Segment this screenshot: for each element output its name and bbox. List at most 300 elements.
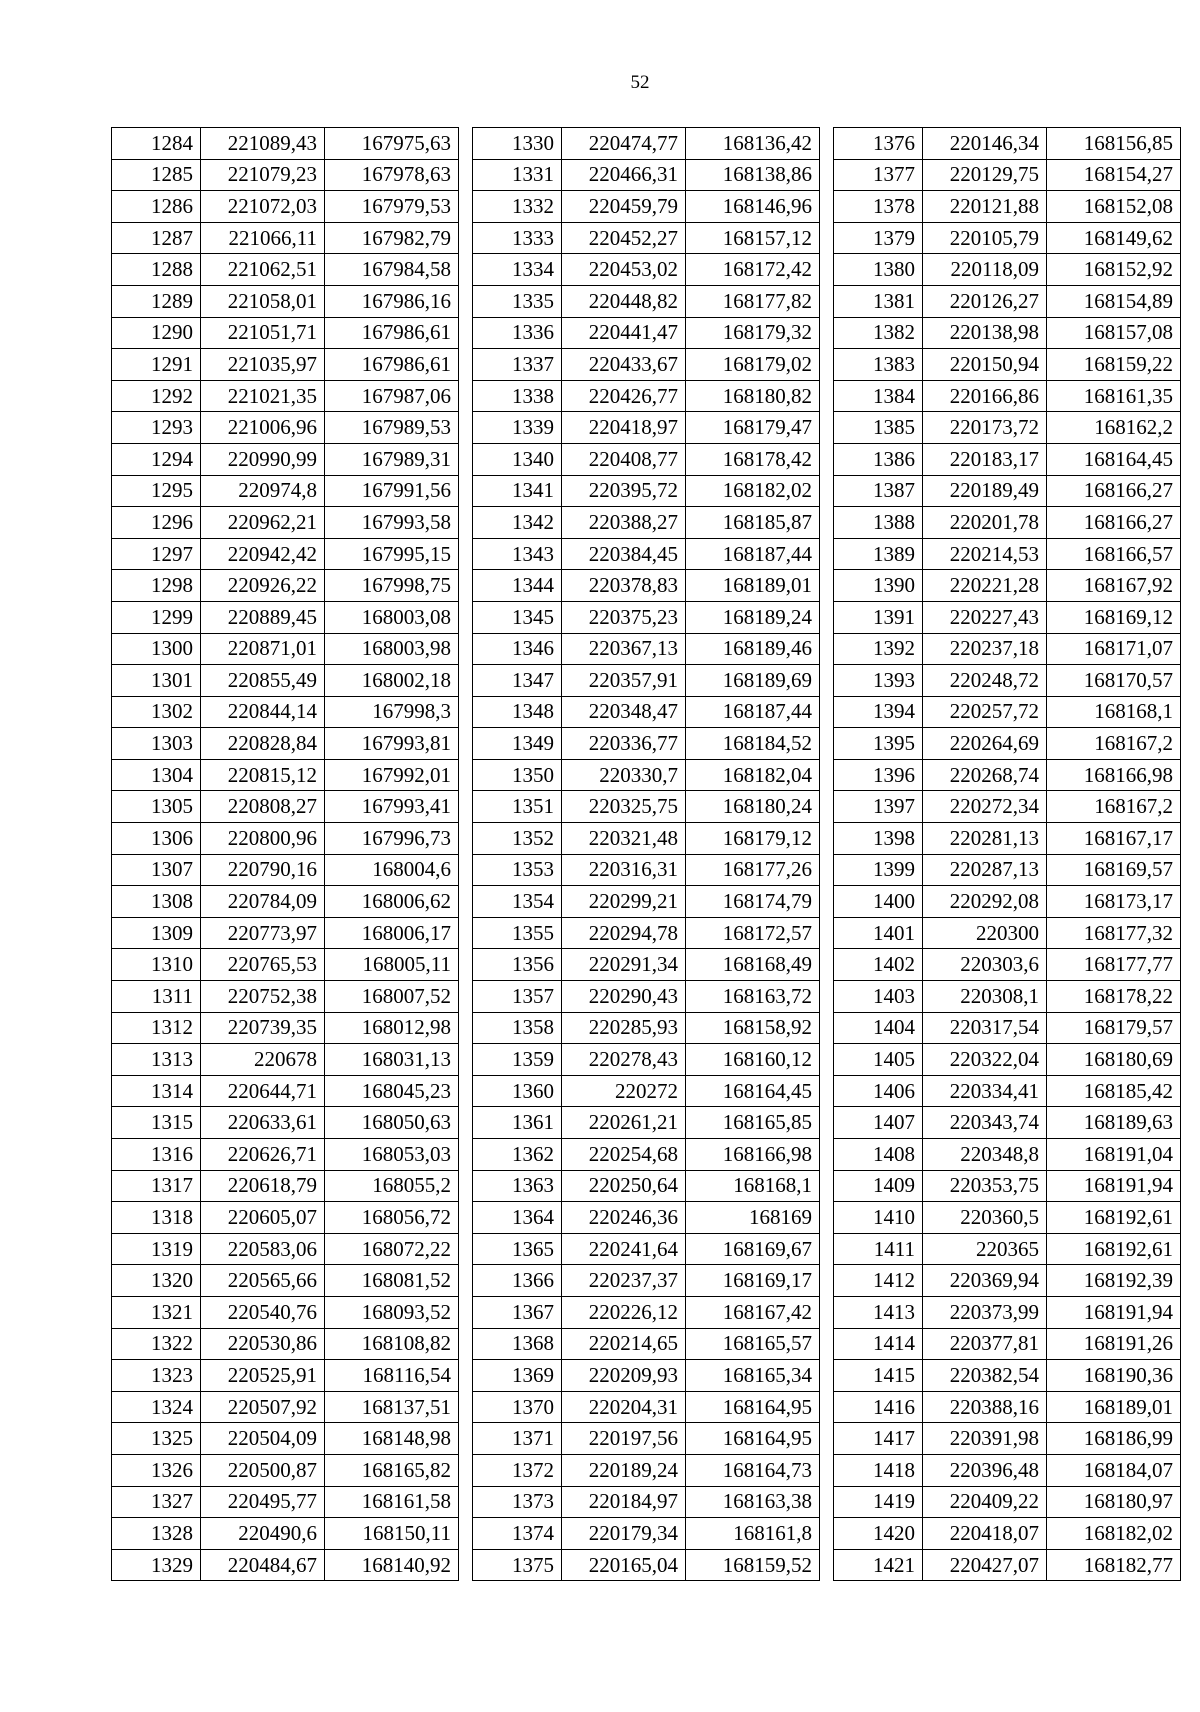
y-coordinate-cell: 168053,03	[325, 1139, 459, 1171]
table-row	[473, 1233, 820, 1265]
table-row	[112, 854, 459, 886]
x-coordinate-cell: 221072,03	[201, 191, 325, 223]
y-coordinate-cell: 168163,72	[686, 981, 820, 1013]
point-number-cell: 1305	[112, 791, 201, 823]
point-number-cell: 1357	[473, 981, 562, 1013]
x-coordinate-cell: 220525,91	[201, 1360, 325, 1392]
x-coordinate-cell: 220246,36	[562, 1202, 686, 1234]
table-row	[834, 191, 1181, 223]
x-coordinate-cell: 220165,04	[562, 1549, 686, 1581]
point-number-cell: 1420	[834, 1518, 923, 1550]
point-number-cell: 1345	[473, 601, 562, 633]
table-row	[112, 1075, 459, 1107]
y-coordinate-cell: 168169,57	[1047, 854, 1181, 886]
y-coordinate-cell: 168159,52	[686, 1549, 820, 1581]
x-coordinate-cell: 220254,68	[562, 1139, 686, 1171]
table-row	[834, 1233, 1181, 1265]
y-coordinate-cell: 167992,01	[325, 759, 459, 791]
table-row	[112, 191, 459, 223]
point-number-cell: 1421	[834, 1549, 923, 1581]
table-row	[473, 1139, 820, 1171]
x-coordinate-cell: 220459,79	[562, 191, 686, 223]
y-coordinate-cell: 168165,34	[686, 1360, 820, 1392]
x-coordinate-cell: 220540,76	[201, 1296, 325, 1328]
x-coordinate-cell: 220292,08	[923, 886, 1047, 918]
point-number-cell: 1377	[834, 159, 923, 191]
point-number-cell: 1355	[473, 917, 562, 949]
x-coordinate-cell: 220189,49	[923, 475, 1047, 507]
y-coordinate-cell: 168161,58	[325, 1486, 459, 1518]
point-number-cell: 1352	[473, 823, 562, 855]
point-number-cell: 1386	[834, 443, 923, 475]
y-coordinate-cell: 168166,98	[686, 1139, 820, 1171]
table-row	[834, 222, 1181, 254]
x-coordinate-cell: 220484,67	[201, 1549, 325, 1581]
x-coordinate-cell: 220237,18	[923, 633, 1047, 665]
table-row	[834, 507, 1181, 539]
x-coordinate-cell: 221058,01	[201, 285, 325, 317]
y-coordinate-cell: 168168,1	[1047, 696, 1181, 728]
point-number-cell: 1370	[473, 1391, 562, 1423]
y-coordinate-cell: 167986,61	[325, 317, 459, 349]
point-number-cell: 1300	[112, 633, 201, 665]
table-row	[112, 917, 459, 949]
y-coordinate-cell: 168177,82	[686, 285, 820, 317]
x-coordinate-cell: 220138,98	[923, 317, 1047, 349]
table-row	[473, 854, 820, 886]
table-row	[473, 285, 820, 317]
point-number-cell: 1397	[834, 791, 923, 823]
table-row	[112, 633, 459, 665]
point-number-cell: 1333	[473, 222, 562, 254]
point-number-cell: 1408	[834, 1139, 923, 1171]
table-row	[834, 475, 1181, 507]
table-row	[834, 981, 1181, 1013]
point-number-cell: 1290	[112, 317, 201, 349]
point-number-cell: 1303	[112, 728, 201, 760]
y-coordinate-cell: 167986,16	[325, 285, 459, 317]
point-number-cell: 1329	[112, 1549, 201, 1581]
y-coordinate-cell: 168138,86	[686, 159, 820, 191]
y-coordinate-cell: 168167,42	[686, 1296, 820, 1328]
y-coordinate-cell: 168189,01	[686, 570, 820, 602]
x-coordinate-cell: 220325,75	[562, 791, 686, 823]
y-coordinate-cell: 168179,02	[686, 349, 820, 381]
table-row	[112, 285, 459, 317]
table-row	[834, 917, 1181, 949]
point-number-cell: 1358	[473, 1012, 562, 1044]
point-number-cell: 1353	[473, 854, 562, 886]
y-coordinate-cell: 168173,17	[1047, 886, 1181, 918]
table-row	[473, 1486, 820, 1518]
x-coordinate-cell: 220644,71	[201, 1075, 325, 1107]
x-coordinate-cell: 220633,61	[201, 1107, 325, 1139]
y-coordinate-cell: 168169	[686, 1202, 820, 1234]
point-number-cell: 1368	[473, 1328, 562, 1360]
table-row	[473, 1170, 820, 1202]
x-coordinate-cell: 220291,34	[562, 949, 686, 981]
y-coordinate-cell: 168189,01	[1047, 1391, 1181, 1423]
point-number-cell: 1315	[112, 1107, 201, 1139]
y-coordinate-cell: 168137,51	[325, 1391, 459, 1423]
point-number-cell: 1348	[473, 696, 562, 728]
point-number-cell: 1417	[834, 1423, 923, 1455]
y-coordinate-cell: 168191,04	[1047, 1139, 1181, 1171]
coordinates-table-2	[472, 127, 820, 1581]
x-coordinate-cell: 220396,48	[923, 1454, 1047, 1486]
point-number-cell: 1319	[112, 1233, 201, 1265]
page-number: 52	[630, 72, 650, 93]
table-row	[834, 696, 1181, 728]
x-coordinate-cell: 220308,1	[923, 981, 1047, 1013]
x-coordinate-cell: 220336,77	[562, 728, 686, 760]
point-number-cell: 1342	[473, 507, 562, 539]
point-number-cell: 1334	[473, 254, 562, 286]
point-number-cell: 1411	[834, 1233, 923, 1265]
x-coordinate-cell: 220409,22	[923, 1486, 1047, 1518]
point-number-cell: 1367	[473, 1296, 562, 1328]
table-row	[112, 1391, 459, 1423]
point-number-cell: 1310	[112, 949, 201, 981]
y-coordinate-cell: 167987,06	[325, 380, 459, 412]
point-number-cell: 1416	[834, 1391, 923, 1423]
x-coordinate-cell: 220227,43	[923, 601, 1047, 633]
x-coordinate-cell: 220129,75	[923, 159, 1047, 191]
point-number-cell: 1321	[112, 1296, 201, 1328]
table-row	[112, 538, 459, 570]
x-coordinate-cell: 220739,35	[201, 1012, 325, 1044]
x-coordinate-cell: 220426,77	[562, 380, 686, 412]
x-coordinate-cell: 220257,72	[923, 696, 1047, 728]
y-coordinate-cell: 168045,23	[325, 1075, 459, 1107]
table-row	[112, 1423, 459, 1455]
y-coordinate-cell: 168177,32	[1047, 917, 1181, 949]
y-coordinate-cell: 168157,08	[1047, 317, 1181, 349]
y-coordinate-cell: 168149,62	[1047, 222, 1181, 254]
point-number-cell: 1349	[473, 728, 562, 760]
point-number-cell: 1331	[473, 159, 562, 191]
table-row	[112, 696, 459, 728]
table-row	[473, 823, 820, 855]
x-coordinate-cell: 220784,09	[201, 886, 325, 918]
table-row	[834, 886, 1181, 918]
point-number-cell: 1298	[112, 570, 201, 602]
x-coordinate-cell: 221062,51	[201, 254, 325, 286]
x-coordinate-cell: 220214,65	[562, 1328, 686, 1360]
y-coordinate-cell: 168157,12	[686, 222, 820, 254]
y-coordinate-cell: 168192,39	[1047, 1265, 1181, 1297]
table-row	[834, 1391, 1181, 1423]
x-coordinate-cell: 220126,27	[923, 285, 1047, 317]
table-row	[112, 981, 459, 1013]
table-row	[834, 570, 1181, 602]
x-coordinate-cell: 220330,7	[562, 759, 686, 791]
point-number-cell: 1396	[834, 759, 923, 791]
x-coordinate-cell: 220395,72	[562, 475, 686, 507]
x-coordinate-cell: 220990,99	[201, 443, 325, 475]
y-coordinate-cell: 167993,41	[325, 791, 459, 823]
y-coordinate-cell: 167982,79	[325, 222, 459, 254]
point-number-cell: 1294	[112, 443, 201, 475]
x-coordinate-cell: 220268,74	[923, 759, 1047, 791]
y-coordinate-cell: 168169,17	[686, 1265, 820, 1297]
y-coordinate-cell: 168180,97	[1047, 1486, 1181, 1518]
table-row	[473, 1549, 820, 1581]
x-coordinate-cell: 220321,48	[562, 823, 686, 855]
point-number-cell: 1287	[112, 222, 201, 254]
y-coordinate-cell: 168179,12	[686, 823, 820, 855]
x-coordinate-cell: 220287,13	[923, 854, 1047, 886]
y-coordinate-cell: 168012,98	[325, 1012, 459, 1044]
table-row	[834, 1044, 1181, 1076]
y-coordinate-cell: 167989,31	[325, 443, 459, 475]
table-row	[112, 1549, 459, 1581]
table-row	[834, 728, 1181, 760]
x-coordinate-cell: 220317,54	[923, 1012, 1047, 1044]
x-coordinate-cell: 220433,67	[562, 349, 686, 381]
point-number-cell: 1402	[834, 949, 923, 981]
table-row	[112, 1486, 459, 1518]
point-number-cell: 1403	[834, 981, 923, 1013]
y-coordinate-cell: 168031,13	[325, 1044, 459, 1076]
table-row	[473, 696, 820, 728]
y-coordinate-cell: 168055,2	[325, 1170, 459, 1202]
x-coordinate-cell: 221051,71	[201, 317, 325, 349]
point-number-cell: 1393	[834, 665, 923, 697]
table-row	[112, 886, 459, 918]
x-coordinate-cell: 221066,11	[201, 222, 325, 254]
point-number-cell: 1414	[834, 1328, 923, 1360]
y-coordinate-cell: 168108,82	[325, 1328, 459, 1360]
y-coordinate-cell: 167991,56	[325, 475, 459, 507]
point-number-cell: 1325	[112, 1423, 201, 1455]
x-coordinate-cell: 220962,21	[201, 507, 325, 539]
table-row	[834, 633, 1181, 665]
table-row	[834, 1075, 1181, 1107]
point-number-cell: 1322	[112, 1328, 201, 1360]
x-coordinate-cell: 220343,74	[923, 1107, 1047, 1139]
y-coordinate-cell: 168189,24	[686, 601, 820, 633]
point-number-cell: 1361	[473, 1107, 562, 1139]
x-coordinate-cell: 220418,07	[923, 1518, 1047, 1550]
y-coordinate-cell: 168005,11	[325, 949, 459, 981]
table-row	[834, 1170, 1181, 1202]
point-number-cell: 1366	[473, 1265, 562, 1297]
point-number-cell: 1418	[834, 1454, 923, 1486]
y-coordinate-cell: 168186,99	[1047, 1423, 1181, 1455]
x-coordinate-cell: 220765,53	[201, 949, 325, 981]
y-coordinate-cell: 168190,36	[1047, 1360, 1181, 1392]
x-coordinate-cell: 220184,97	[562, 1486, 686, 1518]
point-number-cell: 1307	[112, 854, 201, 886]
table-row	[473, 159, 820, 191]
x-coordinate-cell: 220790,16	[201, 854, 325, 886]
y-coordinate-cell: 168165,85	[686, 1107, 820, 1139]
x-coordinate-cell: 220618,79	[201, 1170, 325, 1202]
y-coordinate-cell: 168002,18	[325, 665, 459, 697]
table-row	[112, 1265, 459, 1297]
table-row	[834, 1486, 1181, 1518]
point-number-cell: 1337	[473, 349, 562, 381]
y-coordinate-cell: 168171,07	[1047, 633, 1181, 665]
x-coordinate-cell: 220382,54	[923, 1360, 1047, 1392]
table-row	[112, 254, 459, 286]
y-coordinate-cell: 168004,6	[325, 854, 459, 886]
table-row	[112, 1044, 459, 1076]
table-row	[112, 1454, 459, 1486]
y-coordinate-cell: 168167,2	[1047, 791, 1181, 823]
point-number-cell: 1326	[112, 1454, 201, 1486]
table-row	[834, 823, 1181, 855]
y-coordinate-cell: 168192,61	[1047, 1202, 1181, 1234]
y-coordinate-cell: 168165,57	[686, 1328, 820, 1360]
point-number-cell: 1339	[473, 412, 562, 444]
point-number-cell: 1363	[473, 1170, 562, 1202]
x-coordinate-cell: 220441,47	[562, 317, 686, 349]
table-row	[112, 728, 459, 760]
y-coordinate-cell: 168167,92	[1047, 570, 1181, 602]
point-number-cell: 1409	[834, 1170, 923, 1202]
point-number-cell: 1373	[473, 1486, 562, 1518]
x-coordinate-cell: 220507,92	[201, 1391, 325, 1423]
x-coordinate-cell: 221035,97	[201, 349, 325, 381]
point-number-cell: 1317	[112, 1170, 201, 1202]
y-coordinate-cell: 168156,85	[1047, 128, 1181, 160]
x-coordinate-cell: 220626,71	[201, 1139, 325, 1171]
y-coordinate-cell: 168169,67	[686, 1233, 820, 1265]
table-row	[473, 633, 820, 665]
x-coordinate-cell: 220974,8	[201, 475, 325, 507]
point-number-cell: 1404	[834, 1012, 923, 1044]
x-coordinate-cell: 220214,53	[923, 538, 1047, 570]
y-coordinate-cell: 168189,63	[1047, 1107, 1181, 1139]
x-coordinate-cell: 220408,77	[562, 443, 686, 475]
point-number-cell: 1405	[834, 1044, 923, 1076]
x-coordinate-cell: 220334,41	[923, 1075, 1047, 1107]
point-number-cell: 1392	[834, 633, 923, 665]
y-coordinate-cell: 168161,8	[686, 1518, 820, 1550]
y-coordinate-cell: 168168,1	[686, 1170, 820, 1202]
y-coordinate-cell: 168191,94	[1047, 1296, 1181, 1328]
y-coordinate-cell: 168164,95	[686, 1423, 820, 1455]
point-number-cell: 1301	[112, 665, 201, 697]
table-row	[834, 285, 1181, 317]
y-coordinate-cell: 168178,42	[686, 443, 820, 475]
table-row	[112, 128, 459, 160]
point-number-cell: 1410	[834, 1202, 923, 1234]
x-coordinate-cell: 220365	[923, 1233, 1047, 1265]
x-coordinate-cell: 220316,31	[562, 854, 686, 886]
y-coordinate-cell: 168166,27	[1047, 475, 1181, 507]
table-row	[473, 1107, 820, 1139]
y-coordinate-cell: 168179,47	[686, 412, 820, 444]
point-number-cell: 1341	[473, 475, 562, 507]
y-coordinate-cell: 167998,3	[325, 696, 459, 728]
point-number-cell: 1350	[473, 759, 562, 791]
point-number-cell: 1412	[834, 1265, 923, 1297]
x-coordinate-cell: 220942,42	[201, 538, 325, 570]
y-coordinate-cell: 168185,42	[1047, 1075, 1181, 1107]
table-row	[112, 823, 459, 855]
x-coordinate-cell: 220201,78	[923, 507, 1047, 539]
point-number-cell: 1385	[834, 412, 923, 444]
y-coordinate-cell: 168152,92	[1047, 254, 1181, 286]
y-coordinate-cell: 168182,04	[686, 759, 820, 791]
y-coordinate-cell: 168166,98	[1047, 759, 1181, 791]
table-row	[834, 1549, 1181, 1581]
x-coordinate-cell: 221021,35	[201, 380, 325, 412]
x-coordinate-cell: 220448,82	[562, 285, 686, 317]
point-number-cell: 1401	[834, 917, 923, 949]
x-coordinate-cell: 220197,56	[562, 1423, 686, 1455]
table-row	[834, 538, 1181, 570]
table-row	[834, 1328, 1181, 1360]
y-coordinate-cell: 167996,73	[325, 823, 459, 855]
y-coordinate-cell: 167979,53	[325, 191, 459, 223]
y-coordinate-cell: 168167,17	[1047, 823, 1181, 855]
table-row	[473, 917, 820, 949]
point-number-cell: 1320	[112, 1265, 201, 1297]
table-row	[112, 317, 459, 349]
table-row	[112, 380, 459, 412]
x-coordinate-cell: 220226,12	[562, 1296, 686, 1328]
y-coordinate-cell: 167984,58	[325, 254, 459, 286]
table-row	[834, 1139, 1181, 1171]
table-row	[112, 475, 459, 507]
y-coordinate-cell: 168184,07	[1047, 1454, 1181, 1486]
table-row	[473, 128, 820, 160]
table-row	[112, 1233, 459, 1265]
table-row	[473, 728, 820, 760]
point-number-cell: 1291	[112, 349, 201, 381]
table-row	[473, 1044, 820, 1076]
y-coordinate-cell: 168192,61	[1047, 1233, 1181, 1265]
point-number-cell: 1387	[834, 475, 923, 507]
table-row	[112, 1518, 459, 1550]
table-row	[834, 665, 1181, 697]
table-row	[112, 601, 459, 633]
x-coordinate-cell: 220773,97	[201, 917, 325, 949]
x-coordinate-cell: 220150,94	[923, 349, 1047, 381]
point-number-cell: 1330	[473, 128, 562, 160]
table-row	[473, 1454, 820, 1486]
table-row	[473, 349, 820, 381]
x-coordinate-cell: 220373,99	[923, 1296, 1047, 1328]
x-coordinate-cell: 220384,45	[562, 538, 686, 570]
table-row	[473, 759, 820, 791]
x-coordinate-cell: 220281,13	[923, 823, 1047, 855]
table-row	[112, 570, 459, 602]
table-row	[834, 443, 1181, 475]
point-number-cell: 1308	[112, 886, 201, 918]
x-coordinate-cell: 220209,93	[562, 1360, 686, 1392]
table-row	[834, 1360, 1181, 1392]
point-number-cell: 1327	[112, 1486, 201, 1518]
y-coordinate-cell: 168191,26	[1047, 1328, 1181, 1360]
point-number-cell: 1359	[473, 1044, 562, 1076]
y-coordinate-cell: 168140,92	[325, 1549, 459, 1581]
table-row	[473, 443, 820, 475]
table-row	[834, 1518, 1181, 1550]
x-coordinate-cell: 220815,12	[201, 759, 325, 791]
point-number-cell: 1419	[834, 1486, 923, 1518]
coordinates-table-3	[833, 127, 1181, 1581]
y-coordinate-cell: 168152,08	[1047, 191, 1181, 223]
y-coordinate-cell: 168154,27	[1047, 159, 1181, 191]
x-coordinate-cell: 220369,94	[923, 1265, 1047, 1297]
point-number-cell: 1344	[473, 570, 562, 602]
x-coordinate-cell: 220418,97	[562, 412, 686, 444]
